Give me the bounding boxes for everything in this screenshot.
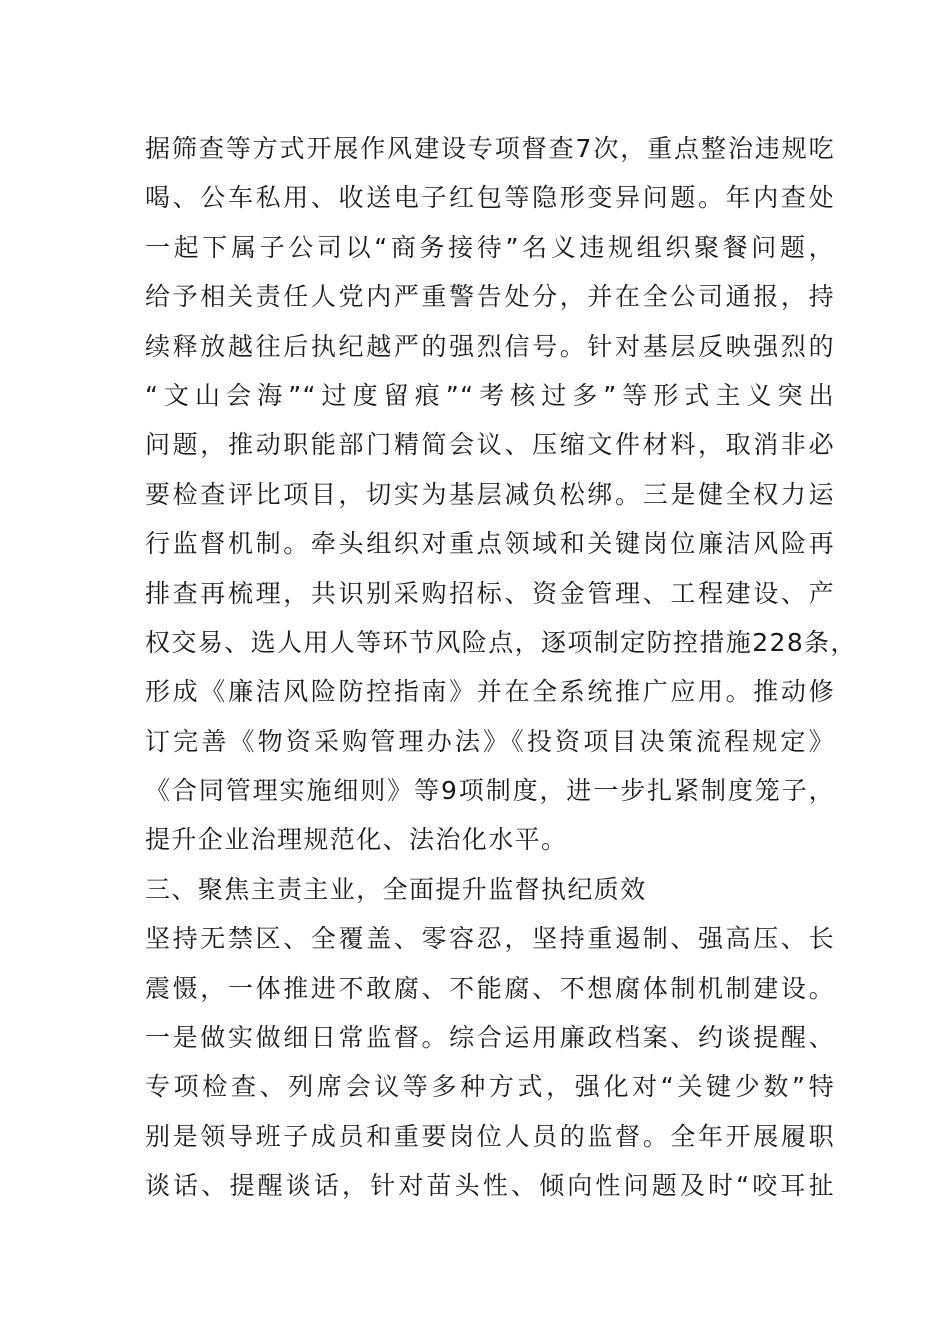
text-line: 专项检查、列席会议等多种方式，强化对“关键少数”特	[145, 1072, 835, 1102]
text-line: 形成《廉洁风险防控指南》并在全系统推广应用。推动修	[145, 677, 835, 707]
text-line: 续释放越往后执纪越严的强烈信号。针对基层反映强烈的	[145, 331, 835, 361]
text-line: 《合同管理实施细则》等9项制度，进一步扎紧制度笼子，	[145, 776, 835, 806]
text-line: 据筛查等方式开展作风建设专项督查7次，重点整治违规吃	[145, 134, 835, 163]
text-line: 一是做实做细日常监督。综合运用廉政档案、约谈提醒、	[145, 1023, 835, 1053]
text-line: 提升企业治理规范化、法治化水平。	[145, 825, 568, 855]
text-line: 谈话、提醒谈话，针对苗头性、倾向性问题及时“咬耳扯	[145, 1171, 835, 1201]
text-line: 要检查评比项目，切实为基层减负松绑。三是健全权力运	[145, 479, 835, 509]
text-line: 问题，推动职能部门精简会议、压缩文件材料，取消非必	[145, 430, 835, 460]
text-line: 震慑，一体推进不敢腐、不能腐、不想腐体制机制建设。	[145, 973, 835, 1003]
section-heading: 三、聚焦主责主业，全面提升监督执纪质效	[145, 874, 647, 904]
text-line: 权交易、选人用人等环节风险点，逐项制定防控措施228条，	[145, 627, 857, 657]
text-line: 别是领导班子成员和重要岗位人员的监督。全年开展履职	[145, 1121, 835, 1151]
text-line: 订完善《物资采购管理办法》《投资项目决策流程规定》	[145, 726, 835, 756]
text-line: “文山会海”“过度留痕”“考核过多”等形式主义突出	[145, 380, 835, 410]
text-line: 喝、公车私用、收送电子红包等隐形变异问题。年内查处	[145, 183, 835, 213]
text-line: 行监督机制。牵头组织对重点领域和关键岗位廉洁风险再	[145, 529, 835, 559]
text-line: 坚持无禁区、全覆盖、零容忍，坚持重遏制、强高压、长	[145, 924, 835, 954]
text-line: 一起下属子公司以“商务接待”名义违规组织聚餐问题，	[145, 232, 835, 262]
text-line: 排查再梳理，共识别采购招标、资金管理、工程建设、产	[145, 578, 835, 608]
text-line: 给予相关责任人党内严重警告处分，并在全公司通报，持	[145, 282, 835, 312]
body-text	[145, 124, 857, 1211]
